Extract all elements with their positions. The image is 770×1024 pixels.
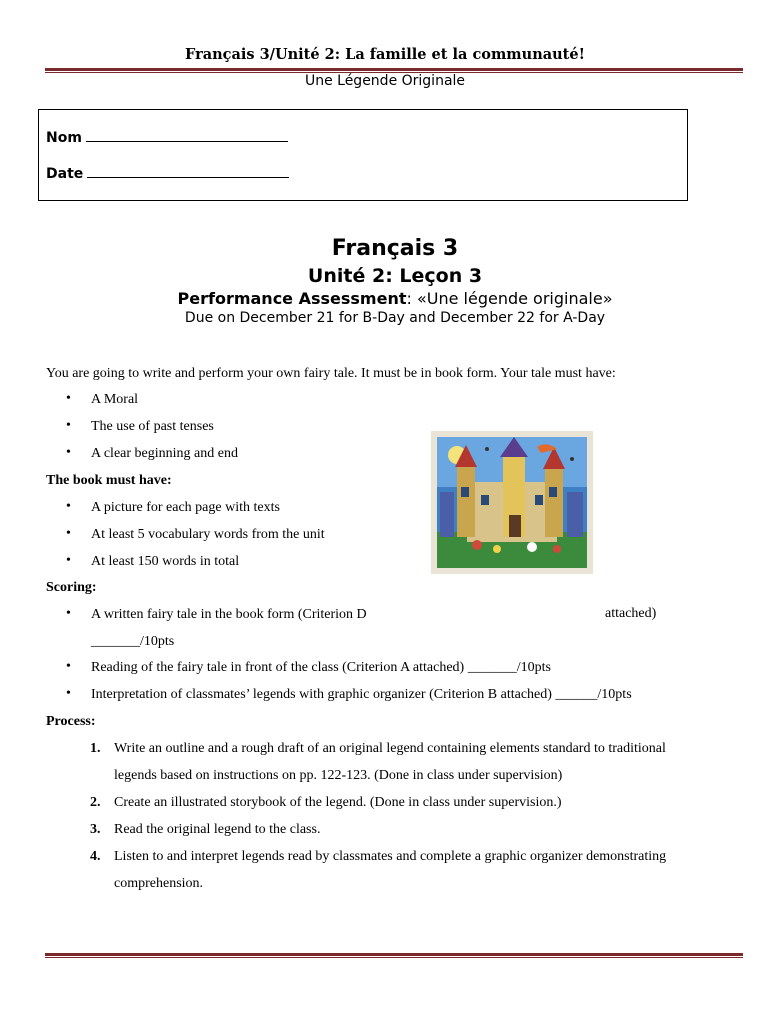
bullet-icon: • — [66, 553, 71, 568]
scoring-points: _______/10pts — [91, 634, 175, 649]
footer-divider — [45, 953, 743, 958]
student-info-box — [38, 109, 688, 201]
book-requirements-heading: The book must have: — [46, 473, 172, 488]
date-blank[interactable] — [87, 164, 289, 178]
assessment-title — [0, 289, 770, 308]
due-date: Due on December 21 for B-Day and December 22 for A-Day — [184, 310, 606, 326]
bullet-icon: • — [66, 445, 71, 460]
bullet-icon: • — [66, 418, 71, 433]
scoring-item: Interpretation of classmates’ legends with graphic organizer (Criterion B attached) ______/10pts — [91, 687, 632, 702]
castle-illustration — [437, 437, 587, 568]
fairy-tale-castle-puzzle-image — [431, 431, 593, 574]
process-step-text: Create an illustrated storybook of the legend. (Done in class under supervision.) — [114, 795, 562, 810]
bullet-icon: • — [66, 499, 71, 514]
assessment-name: : «Une légende originale» — [406, 289, 613, 308]
process-step-text: Read the original legend to the class. — [114, 822, 321, 837]
list-item: At least 5 vocabulary words from the unit — [91, 527, 325, 542]
process-step-text: comprehension. — [114, 876, 204, 891]
name-label: Nom — [46, 130, 82, 146]
bullet-icon: • — [66, 391, 71, 406]
list-item: At least 150 words in total — [91, 554, 240, 569]
page-title: Français 3 — [331, 236, 459, 261]
scoring-heading: Scoring: — [46, 580, 97, 595]
scoring-item: Reading of the fairy tale in front of the class (Criterion A attached) _______/10pts — [91, 660, 551, 675]
assessment-label: Performance Assessment — [177, 289, 407, 308]
process-step-number: 2. — [90, 795, 101, 810]
list-item: A picture for each page with texts — [91, 500, 280, 515]
list-item: A Moral — [91, 392, 139, 407]
document-header-subtitle: Une Légende Originale — [304, 73, 466, 89]
process-step-text: Write an outline and a rough draft of an original legend containing elements standard to traditional — [114, 741, 666, 756]
bullet-icon: • — [66, 606, 71, 621]
process-step-number: 1. — [90, 741, 101, 756]
unit-title: Unité 2: Leçon 3 — [307, 265, 483, 287]
date-field[interactable] — [46, 164, 289, 182]
bullet-icon: • — [66, 686, 71, 701]
document-header-title: Français 3/Unité 2: La famille et la communauté! — [185, 46, 585, 63]
name-blank[interactable] — [86, 128, 288, 142]
bullet-icon: • — [66, 659, 71, 674]
process-heading: Process: — [46, 714, 96, 729]
process-step-text: legends based on instructions on pp. 122-123. (Done in class under supervision) — [114, 768, 563, 783]
process-step-number: 3. — [90, 822, 101, 837]
process-step-text: Listen to and interpret legends read by classmates and complete a graphic organizer demonstrating — [114, 849, 667, 864]
date-label: Date — [46, 166, 84, 182]
process-step-number: 4. — [90, 849, 101, 864]
intro-paragraph: You are going to write and perform your own fairy tale. It must be in book form. Your tale must have: — [46, 366, 616, 381]
scoring-item-continued: attached) — [605, 606, 657, 621]
list-item: The use of past tenses — [91, 419, 214, 434]
bullet-icon: • — [66, 526, 71, 541]
name-field[interactable] — [46, 128, 288, 146]
scoring-item: A written fairy tale in the book form (Criterion D — [91, 607, 367, 622]
list-item: A clear beginning and end — [91, 446, 238, 461]
